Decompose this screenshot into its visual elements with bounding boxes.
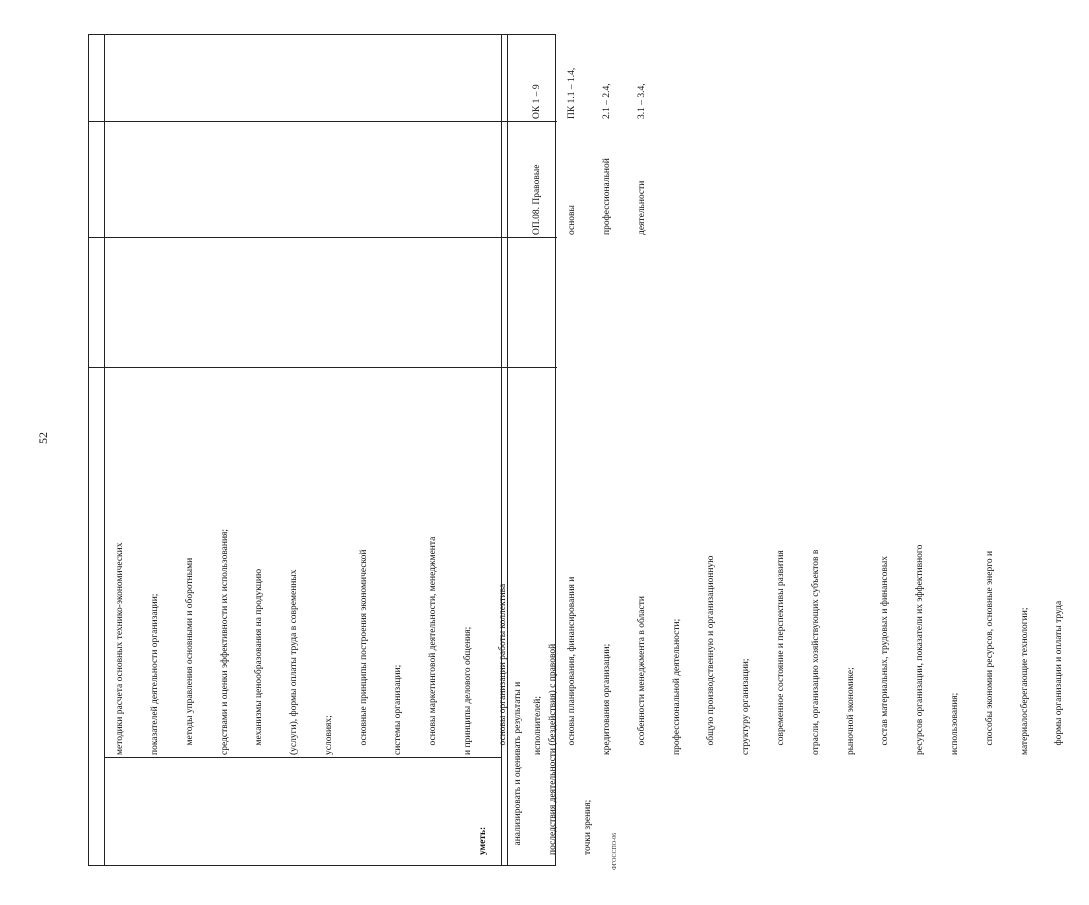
text-line: и принципы делового общения; bbox=[463, 626, 473, 755]
footer-code: ФГОССПО-06 bbox=[612, 832, 618, 870]
text-line: особенности менеджмента в области bbox=[636, 596, 647, 755]
text-line: состав материальных, трудовых и финансовых bbox=[880, 555, 891, 755]
text-line: механизмы ценообразования на продукцию bbox=[254, 568, 265, 755]
text-line: показателей деятельности организации; bbox=[149, 593, 160, 755]
text-line: последствия деятельности (бездействия) с правовой bbox=[547, 643, 558, 855]
text-line: точки зрения; bbox=[582, 799, 593, 855]
text-line: профессиональной bbox=[601, 158, 612, 235]
page-number: 52 bbox=[36, 432, 50, 444]
text-line: средствами и оценки эффективности их использования; bbox=[219, 528, 230, 755]
row-divider bbox=[89, 121, 557, 122]
text-line: методики расчета основных технико-экономических bbox=[115, 542, 126, 755]
text-line: 3.1 – 3.4, bbox=[636, 83, 647, 119]
skills-list bbox=[455, 644, 617, 855]
text-line: материалосберегающие технологии; bbox=[1019, 607, 1030, 755]
text-line: ресурсов организации, показатели их эффективного bbox=[915, 544, 926, 755]
row-divider bbox=[104, 757, 501, 758]
text-line: рыночной экономике; bbox=[845, 667, 856, 755]
text-line: основы маркетинговой деятельности, менеджмента bbox=[428, 536, 439, 755]
text-line: кредитования организации; bbox=[602, 643, 613, 755]
text-line: профессиональной деятельности; bbox=[671, 618, 682, 755]
text-line: методы управления основными и оборотными bbox=[184, 557, 195, 755]
competency-codes bbox=[509, 68, 671, 119]
text-line: основы bbox=[566, 205, 577, 235]
text-line: условиях; bbox=[323, 715, 334, 755]
text-line: системы организации; bbox=[393, 664, 404, 755]
text-line: формы организации и оплаты труда bbox=[1054, 600, 1065, 755]
text-line: (услуги), формы оплаты труда в современных bbox=[289, 569, 300, 755]
discipline-name bbox=[509, 158, 671, 235]
text-line: основные принципы построения экономической bbox=[358, 549, 369, 755]
text-line: исполнителей; bbox=[532, 696, 543, 755]
text-line: 2.1 – 2.4, bbox=[601, 83, 612, 119]
text-line: основы планирования, финансирования и bbox=[567, 576, 578, 755]
row-divider bbox=[89, 237, 557, 238]
text-line: способы экономии ресурсов, основные энерго и bbox=[984, 550, 995, 755]
text-line: ОК 1 – 9 bbox=[532, 84, 543, 119]
text-line: структуру организации; bbox=[741, 658, 752, 755]
text-line: анализировать и оценивать результаты и bbox=[512, 681, 523, 855]
text-line: современное состояние и перспективы развития bbox=[776, 550, 787, 755]
text-line: отрасли, организацию хозяйствующих субъектов в bbox=[810, 549, 821, 755]
text-line: использования; bbox=[949, 692, 960, 755]
text-line: деятельности bbox=[636, 180, 647, 235]
text-line: ОП.08. Правовые bbox=[532, 164, 543, 235]
row-divider bbox=[89, 367, 557, 368]
text-line: общую производственную и организационную bbox=[706, 555, 717, 755]
text-line: основы организации работы коллектива bbox=[497, 583, 508, 755]
text-line: уметь: bbox=[478, 826, 489, 855]
text-line: ПК 1.1 – 1.4, bbox=[566, 67, 577, 119]
